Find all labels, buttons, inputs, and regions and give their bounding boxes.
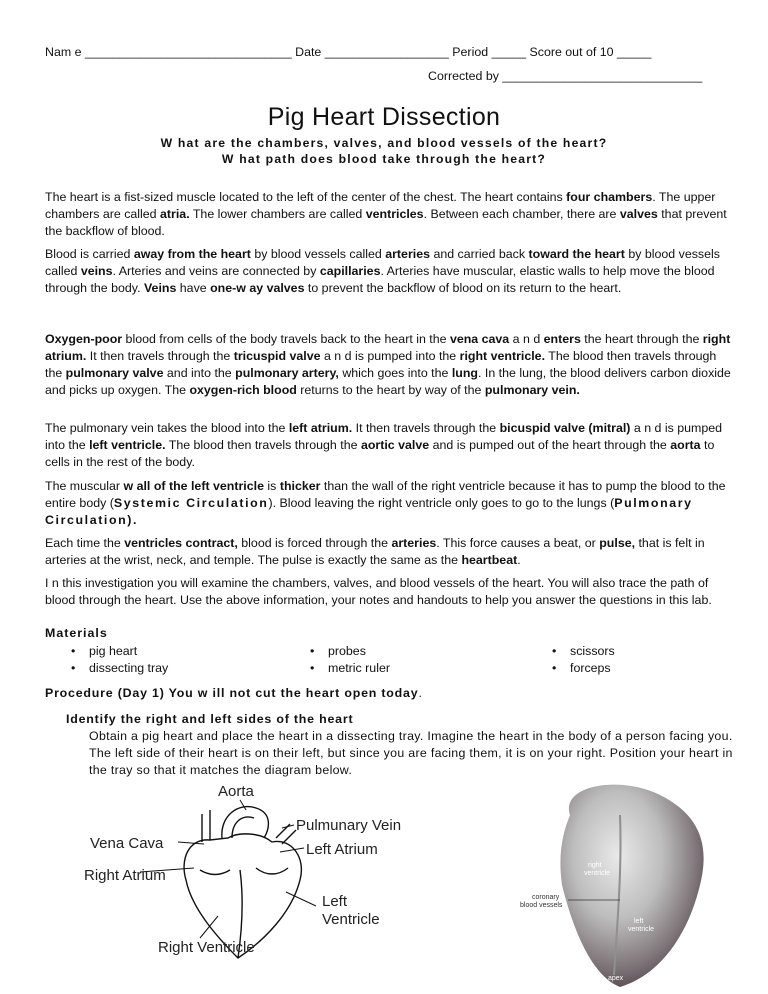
text-run: blood from cells of the body travels back to the heart in the xyxy=(122,332,450,346)
bold-term: enters xyxy=(543,332,581,346)
leader-line xyxy=(200,916,218,938)
text-run: which goes into the xyxy=(338,366,452,380)
bold-term: right ventricle. xyxy=(459,349,546,363)
text-run: than the wall of the right ventricle because it has to pump the blood to the entire body ( xyxy=(45,479,726,510)
paragraph-left-side xyxy=(45,420,733,471)
paragraph-chambers xyxy=(45,189,733,240)
bold-term: atria. xyxy=(160,207,190,221)
text-run: . Arteries and veins are connected by xyxy=(112,264,320,278)
text-run: It then travels through the xyxy=(86,349,234,363)
list-item: • pig heart xyxy=(71,643,168,660)
procedure-title: Procedure (Day 1) You w ill not cut the heart open today xyxy=(45,686,419,700)
paragraph-ventricle-wall xyxy=(45,478,733,529)
score-label: Score out of 10 xyxy=(529,45,614,59)
text-run: . Arteries have muscular, elastic walls to help move the blood through the body. xyxy=(45,264,715,295)
list-item: • forceps xyxy=(552,660,615,677)
text-run: have xyxy=(176,281,211,295)
label-vena-cava: Vena Cava xyxy=(90,835,164,852)
text-run: returns to the heart by way of the xyxy=(296,383,485,397)
bold-term: away from the heart xyxy=(133,247,251,261)
paragraph-pulse xyxy=(45,535,733,569)
leader-line xyxy=(280,848,304,852)
text-run: . This force causes a beat, or xyxy=(436,536,600,550)
bold-term: left ventricle. xyxy=(89,438,166,452)
bold-term: bicuspid valve (mitral) xyxy=(499,421,631,435)
bold-term: four chambers xyxy=(566,190,653,204)
text-run: and carried back xyxy=(430,247,529,261)
bold-term: left atrium. xyxy=(288,421,353,435)
bold-term: valves xyxy=(619,207,658,221)
photo-label-left-ventricle: ventricle xyxy=(628,926,655,933)
bold-term: aorta xyxy=(670,438,701,452)
procedure-heading xyxy=(45,686,423,700)
list-item: • scissors xyxy=(552,643,615,660)
bold-term: Oxygen-poor xyxy=(45,332,123,346)
text-run: The lower chambers are called xyxy=(189,207,366,221)
text-run: . The upper chambers are called xyxy=(45,190,716,221)
text-run: ). Blood leaving the right ventricle only goes to go to the lungs ( xyxy=(268,496,615,510)
text-run: The heart is a fist-sized muscle located to the left of the center of the chest. The heart contains xyxy=(45,190,567,204)
text-run: . In the lung, the blood delivers carbon dioxide and picks up oxygen. The xyxy=(45,366,731,397)
name-field[interactable]: ______________________________ xyxy=(84,45,292,59)
label-right-ventricle: Right Ventricle xyxy=(158,939,255,956)
bold-term: ventricles xyxy=(365,207,424,221)
bold-term: one-w ay valves xyxy=(210,281,305,295)
label-aorta: Aorta xyxy=(218,783,254,800)
label-pulmonary-vein: Pulmunary Vein xyxy=(296,817,402,834)
bold-term: vena cava xyxy=(449,332,510,346)
bold-term: arteries xyxy=(385,247,430,261)
bold-term: veins xyxy=(80,264,113,278)
bold-term: tricuspid valve xyxy=(233,349,321,363)
bold-term: aortic valve xyxy=(360,438,430,452)
text-run: a n d xyxy=(509,332,544,346)
photo-label-left: left xyxy=(634,918,644,925)
materials-column-1 xyxy=(71,643,168,677)
paragraph-right-side xyxy=(45,331,733,399)
text-run: It then travels through the xyxy=(352,421,500,435)
text-run: . Between each chamber, there are xyxy=(423,207,620,221)
photo-label-right: right xyxy=(588,862,602,869)
paragraph-investigation: I n this investigation you will examine the chambers, valves, and blood vessels of the heart. You will also trace the path of blood through the heart. Use the above information, your notes and handouts to help you answer the questions in this lab. xyxy=(45,576,712,607)
text-run: that prevent the backflow of blood. xyxy=(45,207,727,238)
page-title: Pig Heart Dissection xyxy=(267,103,501,131)
text-run: by blood vessels called xyxy=(45,247,720,278)
list-item: • metric ruler xyxy=(310,660,390,677)
bold-term: pulmonary vein. xyxy=(484,383,580,397)
pig-heart-photo xyxy=(510,775,720,990)
text-run: The blood then travels through the xyxy=(165,438,361,452)
text-run: that is felt in arteries at the wrist, neck, and temple. The pulse is exactly the same as the xyxy=(45,536,705,567)
list-item: • probes xyxy=(310,643,390,660)
bold-term: ventricles contract, xyxy=(124,536,238,550)
label-left-atrium: Left Atrium xyxy=(306,841,378,858)
text-run: blood is forced through the xyxy=(237,536,392,550)
name-label: Nam e xyxy=(45,45,82,59)
period-field[interactable]: _____ xyxy=(491,45,527,59)
guiding-question-1: W hat are the chambers, valves, and blood vessels of the heart? xyxy=(160,136,608,150)
bold-term: heartbeat xyxy=(461,553,518,567)
text-run: to prevent the backflow of blood on its return to the heart. xyxy=(304,281,622,295)
list-item: • dissecting tray xyxy=(71,660,168,677)
text-run: the heart through the xyxy=(580,332,703,346)
bold-term: oxygen-rich blood xyxy=(189,383,297,397)
photo-label-apex: apex xyxy=(608,975,624,982)
text-run: The muscular xyxy=(45,479,124,493)
bold-term: thicker xyxy=(279,479,321,493)
text-run: a n d is pumped into the xyxy=(45,421,723,452)
bold-term: arteries xyxy=(391,536,437,550)
bold-term: Pulmonary Circulation). xyxy=(45,496,693,527)
period-label: Period xyxy=(452,45,489,59)
photo-label-coronary: coronary xyxy=(532,894,560,901)
label-left-ventricle-line1: Left xyxy=(322,893,348,910)
date-field[interactable]: __________________ xyxy=(324,45,449,59)
text-run: Each time the xyxy=(45,536,125,550)
photo-label-ventricle: ventricle xyxy=(584,870,611,877)
bold-term: right atrium. xyxy=(45,332,731,363)
label-right-atrium: Right Atrium xyxy=(84,867,166,884)
photo-label-blood-vessels: blood vessels xyxy=(520,902,563,909)
bold-term: pulmonary artery, xyxy=(235,366,339,380)
text-run: . xyxy=(517,553,521,567)
procedure-text: Obtain a pig heart and place the heart in a dissecting tray. Imagine the heart in the body of a person facing you. The left side of their heart is on their left, but since you are facing them, it is on your right. Position your heart in the tray so that it matches the diagram below. xyxy=(89,729,733,777)
date-label: Date xyxy=(295,45,322,59)
corrected-field[interactable]: _____________________________ xyxy=(502,69,703,83)
leader-line xyxy=(240,800,246,810)
heart-shape xyxy=(560,785,703,987)
materials-column-3 xyxy=(552,643,615,677)
bold-term: pulse, xyxy=(599,536,636,550)
corrected-label: Corrected by xyxy=(428,69,499,83)
text-run: Blood is carried xyxy=(45,247,134,261)
header-row xyxy=(45,44,651,61)
paragraph-vessels xyxy=(45,246,733,297)
corrected-row xyxy=(428,68,702,85)
materials-column-2 xyxy=(310,643,390,677)
procedure-subheading: Identify the right and left sides of the heart xyxy=(66,712,354,726)
bold-term: toward the heart xyxy=(528,247,625,261)
materials-heading: Materials xyxy=(45,626,108,640)
bold-term: Systemic Circulation xyxy=(113,496,269,510)
label-left-ventricle-line2: Ventricle xyxy=(322,911,380,928)
text-run: and is pumped out of the heart through the xyxy=(429,438,671,452)
text-run: The blood then travels through the xyxy=(45,349,717,380)
bold-term: pulmonary valve xyxy=(65,366,164,380)
text-run: to cells in the rest of the body. xyxy=(45,438,715,469)
text-run: . xyxy=(418,686,423,700)
bold-term: Veins xyxy=(143,281,177,295)
bold-term: w all of the left ventricle xyxy=(123,479,264,493)
guiding-question-2: W hat path does blood take through the heart? xyxy=(221,152,547,166)
leader-line xyxy=(178,842,204,844)
text-run: and into the xyxy=(163,366,236,380)
bold-term: capillaries xyxy=(319,264,381,278)
score-field[interactable]: _____ xyxy=(616,45,652,59)
text-run: The pulmonary vein takes the blood into the xyxy=(45,421,289,435)
text-run: by blood vessels called xyxy=(250,247,386,261)
text-run: a n d is pumped into the xyxy=(320,349,460,363)
bold-term: lung xyxy=(451,366,478,380)
text-run: is xyxy=(263,479,280,493)
heart-line-diagram xyxy=(60,780,420,980)
